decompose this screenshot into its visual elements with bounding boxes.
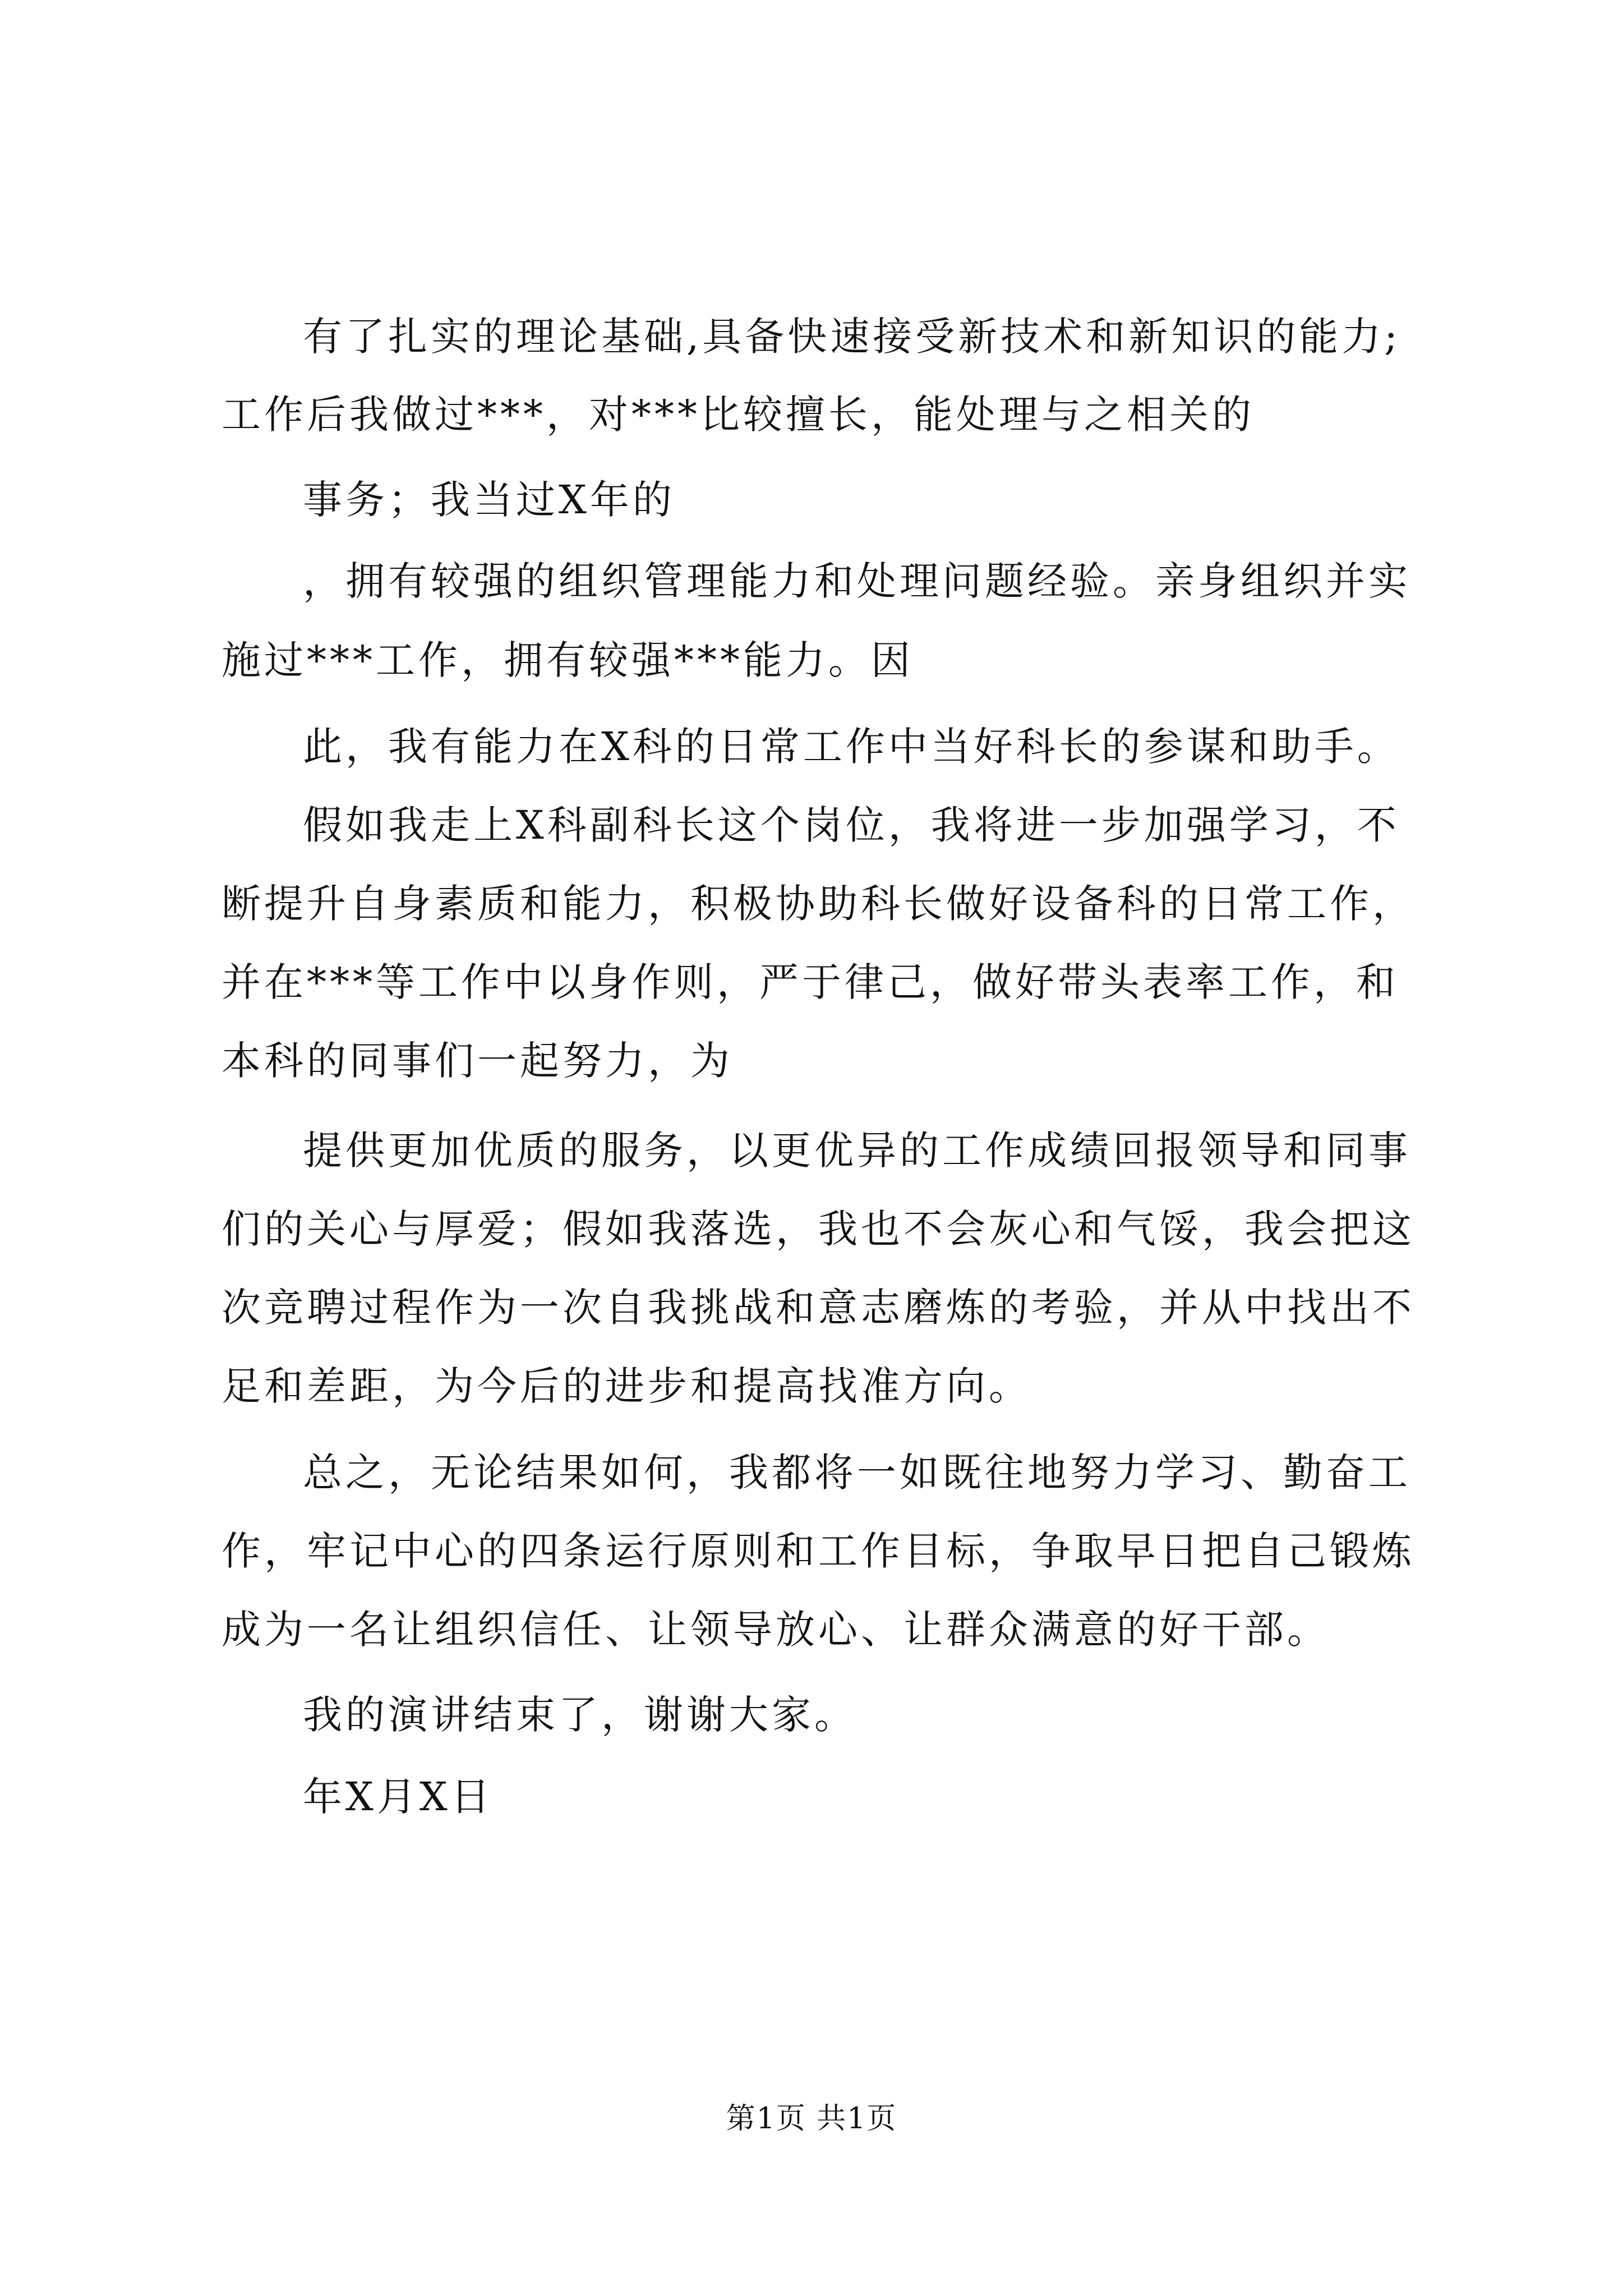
text-line-8: 断提升自身素质和能力，积极协助科长做好设备科的日常工作， (222, 881, 1415, 927)
text-line-19: 年X月X日 (303, 1774, 494, 1820)
text-line-17: 成为一名让组织信任、让领导放心、让群众满意的好干部。 (222, 1607, 1330, 1653)
text-line-1: 有了扎实的理论基础,具备快速接受新技术和新知识的能力; (303, 314, 1401, 360)
text-line-10: 本科的同事们一起努力，为 (222, 1038, 733, 1084)
text-line-15: 总之，无论结果如何，我都将一如既往地努力学习、勤奋工 (303, 1450, 1411, 1496)
text-line-12: 们的关心与厚爱；假如我落选，我也不会灰心和气馁，我会把这 (222, 1206, 1415, 1252)
text-line-3: 事务；我当过X年的 (303, 477, 675, 523)
text-line-16: 作，牢记中心的四条运行原则和工作目标，争取早日把自己锻炼 (222, 1528, 1415, 1574)
text-line-4: ，拥有较强的组织管理能力和处理问题经验。亲身组织并实 (303, 558, 1411, 604)
text-line-5: 施过***工作，拥有较强***能力。因 (222, 637, 914, 683)
text-line-11: 提供更加优质的服务，以更优异的工作成绩回报领导和同事 (303, 1128, 1411, 1174)
text-line-6: 此，我有能力在X科的日常工作中当好科长的参谋和助手。 (303, 724, 1400, 770)
page-footer: 第1页 共1页 (726, 2102, 897, 2136)
text-line-7: 假如我走上X科副科长这个岗位，我将进一步加强学习，不 (303, 802, 1400, 848)
text-line-2: 工作后我做过***，对***比较擅长，能处理与之相关的 (222, 392, 1255, 438)
text-line-18: 我的演讲结束了，谢谢大家。 (303, 1692, 857, 1738)
text-line-14: 足和差距，为今后的进步和提高找准方向。 (222, 1363, 1031, 1409)
text-line-9: 并在***等工作中以身作则，严于律己，做好带头表率工作，和 (222, 959, 1399, 1005)
text-line-13: 次竞聘过程作为一次自我挑战和意志磨炼的考验，并从中找出不 (222, 1285, 1415, 1331)
